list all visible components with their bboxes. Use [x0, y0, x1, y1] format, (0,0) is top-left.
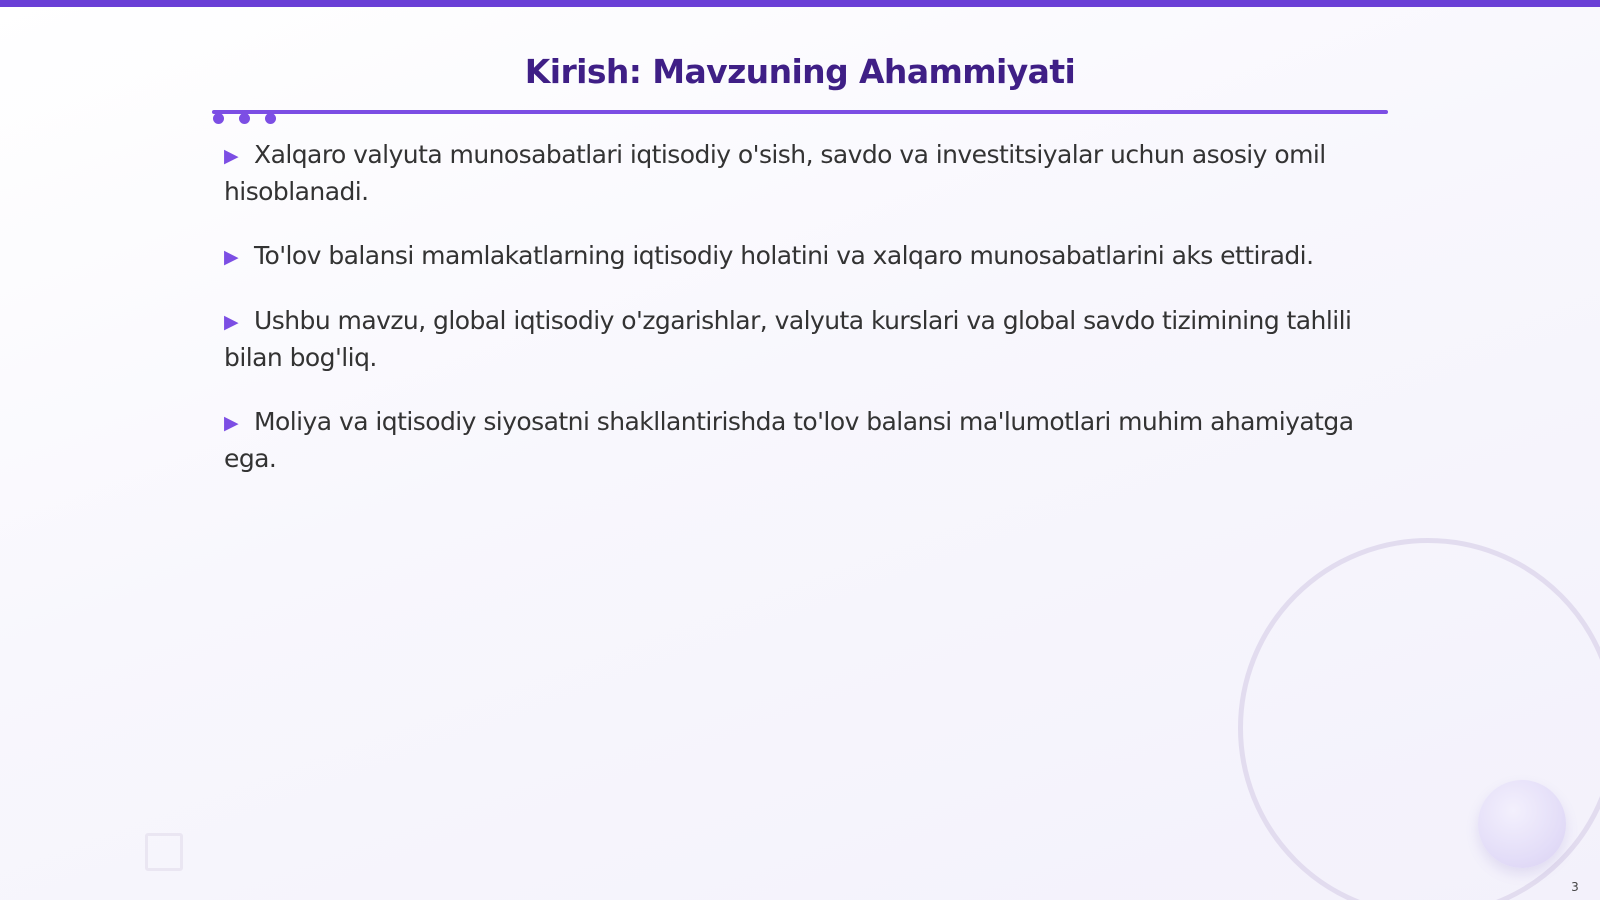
top-accent-bar	[0, 0, 1600, 7]
triangle-bullet-icon: ▶	[224, 311, 239, 333]
title-underline	[212, 110, 1388, 114]
bullet-item	[224, 404, 1384, 477]
bullet-item	[224, 238, 1384, 275]
bullet-text: To'lov balansi mamlakatlarning iqtisodiy holatini va xalqaro munosabatlarini aks ettiradi.	[254, 241, 1314, 270]
bullet-item	[224, 303, 1384, 376]
bullet-list	[224, 137, 1384, 505]
triangle-bullet-icon: ▶	[224, 412, 239, 434]
decorative-dot	[265, 113, 276, 124]
slide-title: Kirish: Mavzuning Ahammiyati	[524, 52, 1076, 91]
bullet-text: Ushbu mavzu, global iqtisodiy o'zgarishlar, valyuta kurslari va global savdo tizimining tahlili bilan bog'liq.	[224, 306, 1352, 372]
decorative-dot	[213, 113, 224, 124]
triangle-bullet-icon: ▶	[224, 246, 239, 268]
bullet-text: Moliya va iqtisodiy siyosatni shakllantirishda to'lov balansi ma'lumotlari muhim ahamiyatga ega.	[224, 407, 1354, 473]
bullet-text: Xalqaro valyuta munosabatlari iqtisodiy o'sish, savdo va investitsiyalar uchun asosiy omil hisoblanadi.	[224, 140, 1326, 206]
decorative-bubble	[1478, 780, 1566, 868]
triangle-bullet-icon: ▶	[224, 145, 239, 167]
bullet-item	[224, 137, 1384, 210]
decorative-dot	[239, 113, 250, 124]
page-number: 3	[1571, 880, 1579, 894]
decorative-square	[145, 833, 183, 871]
